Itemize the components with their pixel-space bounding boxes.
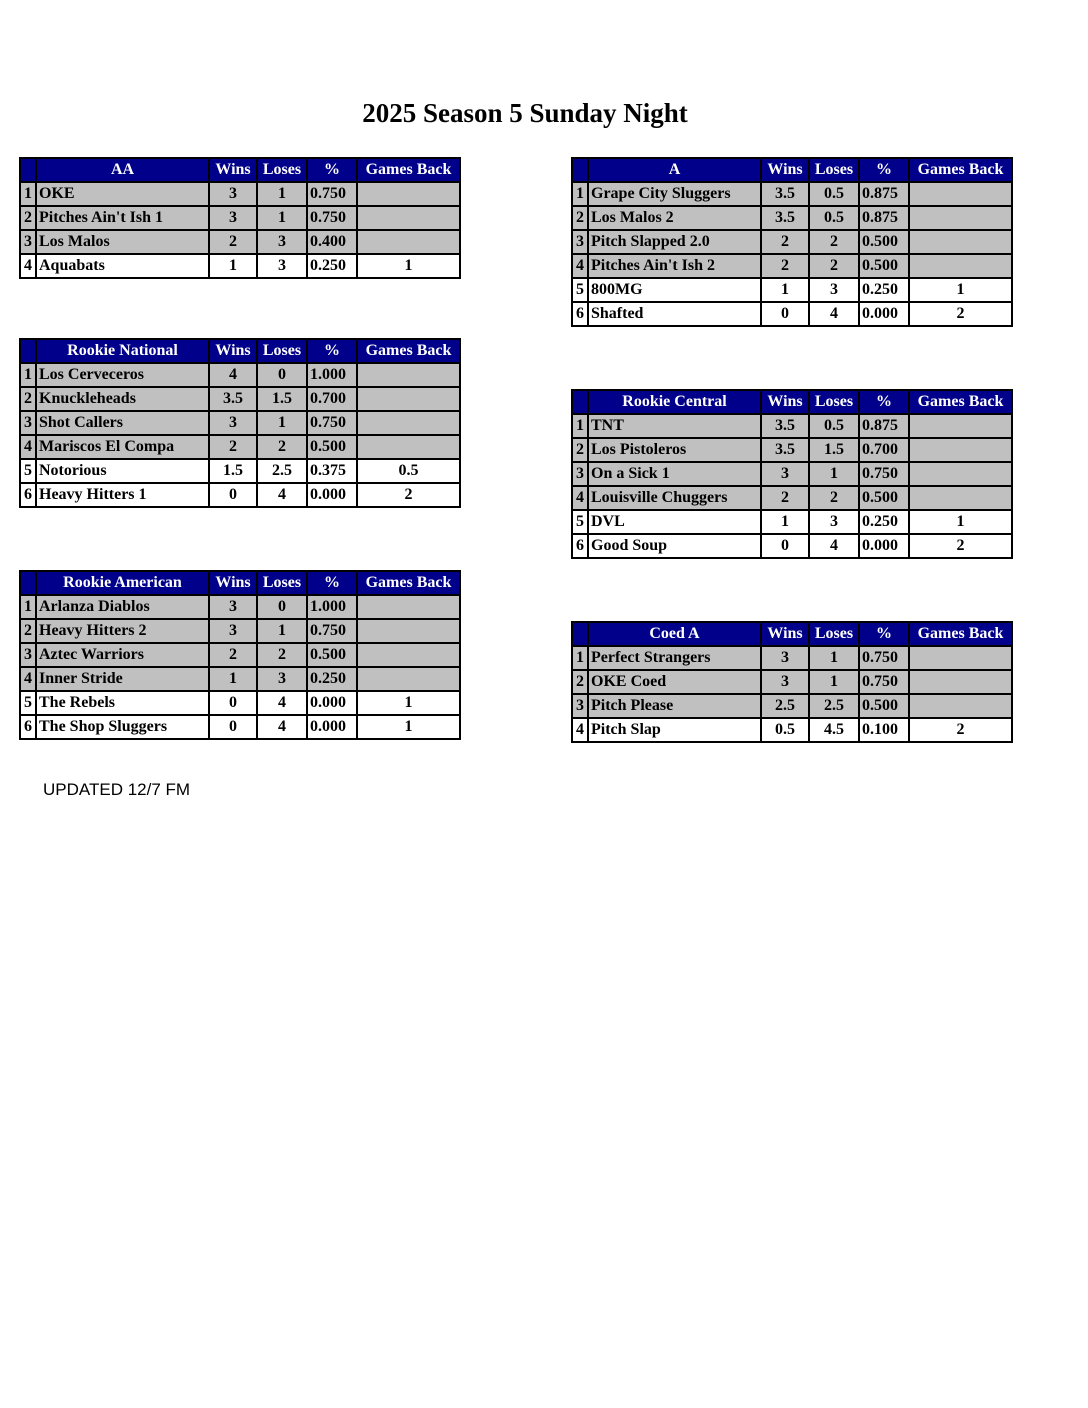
games-back-cell	[357, 206, 460, 230]
rank-cell: 2	[20, 206, 36, 230]
team-cell: Los Malos 2	[588, 206, 761, 230]
wins-cell: 3	[209, 619, 257, 643]
division-name: A	[588, 158, 761, 182]
loses-cell: 2	[257, 435, 307, 459]
loses-cell: 1	[257, 206, 307, 230]
table-row	[20, 363, 460, 387]
team-cell: 800MG	[588, 278, 761, 302]
table-row	[20, 182, 460, 206]
rank-cell: 3	[20, 643, 36, 667]
games-back-cell: 1	[357, 715, 460, 739]
rank-cell: 5	[572, 510, 588, 534]
loses-header: Loses	[257, 339, 307, 363]
wins-cell: 0	[761, 534, 809, 558]
rank-header	[572, 622, 588, 646]
games-back-cell	[909, 462, 1012, 486]
pct-header: %	[859, 622, 909, 646]
wins-header: Wins	[761, 622, 809, 646]
loses-cell: 1	[257, 411, 307, 435]
team-cell: Good Soup	[588, 534, 761, 558]
pct-cell: 0.000	[859, 302, 909, 326]
rank-cell: 3	[20, 230, 36, 254]
loses-cell: 4	[257, 691, 307, 715]
pct-header: %	[859, 158, 909, 182]
loses-cell: 1	[257, 182, 307, 206]
loses-cell: 1.5	[809, 438, 859, 462]
table-row	[572, 646, 1012, 670]
games-back-cell	[357, 643, 460, 667]
loses-cell: 0	[257, 363, 307, 387]
team-cell: Shot Callers	[36, 411, 209, 435]
games-back-cell	[357, 595, 460, 619]
games-back-header: Games Back	[357, 571, 460, 595]
games-back-cell	[909, 414, 1012, 438]
loses-cell: 4	[257, 715, 307, 739]
loses-cell: 3	[809, 278, 859, 302]
pct-cell: 0.750	[307, 182, 357, 206]
wins-cell: 4	[209, 363, 257, 387]
rank-cell: 4	[20, 667, 36, 691]
pct-cell: 0.500	[859, 230, 909, 254]
header-row	[20, 339, 460, 363]
rank-cell: 1	[572, 182, 588, 206]
rank-cell: 4	[572, 718, 588, 742]
team-cell: Notorious	[36, 459, 209, 483]
pct-cell: 0.500	[307, 643, 357, 667]
table-row	[572, 670, 1012, 694]
pct-cell: 1.000	[307, 595, 357, 619]
loses-cell: 1.5	[257, 387, 307, 411]
games-back-cell	[357, 667, 460, 691]
games-back-cell: 1	[357, 691, 460, 715]
wins-cell: 1	[209, 254, 257, 278]
table-row	[572, 694, 1012, 718]
pct-cell: 0.750	[307, 619, 357, 643]
table-row	[20, 715, 460, 739]
games-back-cell	[909, 670, 1012, 694]
wins-cell: 3	[209, 411, 257, 435]
pct-cell: 0.250	[859, 510, 909, 534]
wins-cell: 0.5	[761, 718, 809, 742]
header-row	[572, 390, 1012, 414]
team-cell: Pitch Slapped 2.0	[588, 230, 761, 254]
rank-header	[20, 339, 36, 363]
games-back-cell: 1	[909, 278, 1012, 302]
wins-cell: 2	[761, 230, 809, 254]
loses-cell: 2	[809, 230, 859, 254]
pct-cell: 1.000	[307, 363, 357, 387]
wins-cell: 3	[761, 646, 809, 670]
loses-cell: 3	[257, 230, 307, 254]
rank-header	[20, 571, 36, 595]
loses-header: Loses	[809, 622, 859, 646]
rank-cell: 1	[20, 182, 36, 206]
loses-cell: 2	[257, 643, 307, 667]
table-row	[572, 302, 1012, 326]
games-back-cell	[909, 438, 1012, 462]
loses-cell: 4	[809, 302, 859, 326]
pct-header: %	[307, 339, 357, 363]
games-back-cell: 2	[357, 483, 460, 507]
wins-cell: 3.5	[761, 206, 809, 230]
games-back-cell	[909, 486, 1012, 510]
table-row	[572, 462, 1012, 486]
rank-header	[572, 390, 588, 414]
team-cell: Los Pistoleros	[588, 438, 761, 462]
wins-cell: 3.5	[761, 182, 809, 206]
pct-cell: 0.000	[307, 715, 357, 739]
table-row	[20, 411, 460, 435]
team-cell: TNT	[588, 414, 761, 438]
games-back-header: Games Back	[909, 158, 1012, 182]
wins-cell: 2	[209, 435, 257, 459]
table-row	[572, 486, 1012, 510]
pct-cell: 0.250	[307, 667, 357, 691]
loses-cell: 0.5	[809, 206, 859, 230]
updated-note: UPDATED 12/7 FM	[43, 780, 191, 799]
rank-cell: 6	[572, 302, 588, 326]
pct-cell: 0.875	[859, 206, 909, 230]
page-title: 2025 Season 5 Sunday Night	[362, 98, 688, 128]
division-name: AA	[36, 158, 209, 182]
games-back-cell	[357, 435, 460, 459]
wins-cell: 0	[209, 715, 257, 739]
standings-table-rookie-central	[571, 389, 1013, 559]
rank-cell: 3	[572, 230, 588, 254]
rank-cell: 2	[20, 619, 36, 643]
table-row	[20, 691, 460, 715]
rank-cell: 1	[572, 414, 588, 438]
pct-cell: 0.250	[859, 278, 909, 302]
table-row	[20, 459, 460, 483]
pct-cell: 0.500	[859, 254, 909, 278]
team-cell: Perfect Strangers	[588, 646, 761, 670]
table-row	[20, 595, 460, 619]
standings-table-aa	[19, 157, 461, 279]
team-cell: Inner Stride	[36, 667, 209, 691]
pct-cell: 0.875	[859, 414, 909, 438]
loses-cell: 0.5	[809, 414, 859, 438]
loses-cell: 2	[809, 254, 859, 278]
wins-cell: 3.5	[761, 414, 809, 438]
team-cell: Arlanza Diablos	[36, 595, 209, 619]
wins-cell: 2	[209, 643, 257, 667]
games-back-header: Games Back	[909, 390, 1012, 414]
games-back-cell	[357, 387, 460, 411]
header-row	[572, 158, 1012, 182]
games-back-cell	[357, 619, 460, 643]
loses-cell: 0.5	[809, 182, 859, 206]
pct-cell: 0.000	[859, 534, 909, 558]
pct-header: %	[307, 571, 357, 595]
pct-cell: 0.700	[307, 387, 357, 411]
pct-cell: 0.250	[307, 254, 357, 278]
wins-cell: 2	[761, 486, 809, 510]
pct-cell: 0.100	[859, 718, 909, 742]
loses-cell: 1	[809, 462, 859, 486]
table-row	[20, 619, 460, 643]
table-row	[20, 387, 460, 411]
team-cell: The Rebels	[36, 691, 209, 715]
games-back-cell	[357, 363, 460, 387]
loses-cell: 4	[257, 483, 307, 507]
team-cell: Aquabats	[36, 254, 209, 278]
wins-cell: 3	[761, 670, 809, 694]
loses-cell: 2.5	[257, 459, 307, 483]
rank-cell: 6	[572, 534, 588, 558]
table-row	[572, 182, 1012, 206]
rank-cell: 1	[572, 646, 588, 670]
team-cell: Mariscos El Compa	[36, 435, 209, 459]
loses-header: Loses	[257, 158, 307, 182]
wins-header: Wins	[209, 571, 257, 595]
team-cell: Grape City Sluggers	[588, 182, 761, 206]
table-row	[572, 718, 1012, 742]
loses-cell: 3	[257, 254, 307, 278]
rank-cell: 2	[572, 206, 588, 230]
team-cell: Heavy Hitters 2	[36, 619, 209, 643]
pct-cell: 0.750	[859, 462, 909, 486]
table-row	[572, 438, 1012, 462]
games-back-cell	[357, 182, 460, 206]
team-cell: Knuckleheads	[36, 387, 209, 411]
rank-cell: 2	[20, 387, 36, 411]
table-row	[572, 534, 1012, 558]
standings-table-rookie-american	[19, 570, 461, 740]
table-row	[20, 483, 460, 507]
wins-cell: 1	[761, 278, 809, 302]
rank-cell: 2	[572, 670, 588, 694]
loses-cell: 2.5	[809, 694, 859, 718]
games-back-header: Games Back	[357, 158, 460, 182]
table-row	[572, 414, 1012, 438]
wins-cell: 1.5	[209, 459, 257, 483]
rank-cell: 3	[572, 462, 588, 486]
table-row	[572, 510, 1012, 534]
games-back-cell: 1	[357, 254, 460, 278]
games-back-cell: 2	[909, 534, 1012, 558]
wins-cell: 2.5	[761, 694, 809, 718]
header-row	[20, 158, 460, 182]
rank-cell: 4	[572, 254, 588, 278]
team-cell: DVL	[588, 510, 761, 534]
loses-cell: 2	[809, 486, 859, 510]
games-back-cell	[909, 206, 1012, 230]
division-name: Coed A	[588, 622, 761, 646]
header-row	[20, 571, 460, 595]
loses-cell: 4.5	[809, 718, 859, 742]
pct-cell: 0.400	[307, 230, 357, 254]
loses-cell: 0	[257, 595, 307, 619]
table-row	[572, 230, 1012, 254]
wins-cell: 0	[761, 302, 809, 326]
pct-cell: 0.000	[307, 691, 357, 715]
wins-cell: 3	[209, 182, 257, 206]
rank-header	[20, 158, 36, 182]
standings-table-a	[571, 157, 1013, 327]
pct-cell: 0.500	[859, 486, 909, 510]
pct-cell: 0.750	[307, 411, 357, 435]
games-back-cell: 2	[909, 718, 1012, 742]
wins-cell: 0	[209, 483, 257, 507]
team-cell: Pitch Please	[588, 694, 761, 718]
games-back-cell	[909, 646, 1012, 670]
games-back-header: Games Back	[357, 339, 460, 363]
loses-cell: 3	[809, 510, 859, 534]
wins-cell: 2	[761, 254, 809, 278]
table-row	[20, 667, 460, 691]
team-cell: Pitches Ain't Ish 2	[588, 254, 761, 278]
wins-header: Wins	[209, 339, 257, 363]
table-row	[20, 206, 460, 230]
games-back-cell: 1	[909, 510, 1012, 534]
table-row	[572, 278, 1012, 302]
team-cell: Pitches Ain't Ish 1	[36, 206, 209, 230]
rank-cell: 6	[20, 483, 36, 507]
pct-cell: 0.875	[859, 182, 909, 206]
loses-cell: 4	[809, 534, 859, 558]
wins-cell: 3.5	[209, 387, 257, 411]
team-cell: The Shop Sluggers	[36, 715, 209, 739]
games-back-cell	[909, 694, 1012, 718]
table-row	[20, 254, 460, 278]
team-cell: Aztec Warriors	[36, 643, 209, 667]
rank-cell: 5	[20, 691, 36, 715]
loses-cell: 3	[257, 667, 307, 691]
wins-cell: 0	[209, 691, 257, 715]
pct-header: %	[859, 390, 909, 414]
games-back-cell: 2	[909, 302, 1012, 326]
pct-cell: 0.375	[307, 459, 357, 483]
standings-table-rookie-national	[19, 338, 461, 508]
division-name: Rookie American	[36, 571, 209, 595]
rank-cell: 6	[20, 715, 36, 739]
table-row	[20, 230, 460, 254]
pct-cell: 0.750	[859, 646, 909, 670]
team-cell: On a Sick 1	[588, 462, 761, 486]
loses-cell: 1	[257, 619, 307, 643]
wins-header: Wins	[761, 158, 809, 182]
loses-cell: 1	[809, 646, 859, 670]
division-name: Rookie National	[36, 339, 209, 363]
pct-cell: 0.750	[307, 206, 357, 230]
standings-table-coed-a	[571, 621, 1013, 743]
team-cell: OKE	[36, 182, 209, 206]
loses-header: Loses	[809, 390, 859, 414]
table-row	[20, 435, 460, 459]
team-cell: Louisville Chuggers	[588, 486, 761, 510]
rank-cell: 2	[572, 438, 588, 462]
wins-cell: 3	[209, 206, 257, 230]
team-cell: OKE Coed	[588, 670, 761, 694]
table-row	[20, 643, 460, 667]
wins-header: Wins	[209, 158, 257, 182]
wins-header: Wins	[761, 390, 809, 414]
wins-cell: 3	[209, 595, 257, 619]
games-back-cell	[909, 230, 1012, 254]
wins-cell: 1	[209, 667, 257, 691]
pct-cell: 0.000	[307, 483, 357, 507]
rank-cell: 5	[20, 459, 36, 483]
games-back-cell	[357, 411, 460, 435]
team-cell: Heavy Hitters 1	[36, 483, 209, 507]
rank-cell: 1	[20, 363, 36, 387]
games-back-cell: 0.5	[357, 459, 460, 483]
pct-cell: 0.500	[307, 435, 357, 459]
games-back-cell	[909, 254, 1012, 278]
games-back-cell	[357, 230, 460, 254]
pct-cell: 0.750	[859, 670, 909, 694]
rank-cell: 4	[20, 435, 36, 459]
division-name: Rookie Central	[588, 390, 761, 414]
pct-header: %	[307, 158, 357, 182]
rank-cell: 4	[20, 254, 36, 278]
loses-header: Loses	[809, 158, 859, 182]
wins-cell: 2	[209, 230, 257, 254]
rank-cell: 3	[20, 411, 36, 435]
rank-header	[572, 158, 588, 182]
team-cell: Los Malos	[36, 230, 209, 254]
rank-cell: 3	[572, 694, 588, 718]
rank-cell: 5	[572, 278, 588, 302]
loses-cell: 1	[809, 670, 859, 694]
rank-cell: 4	[572, 486, 588, 510]
team-cell: Shafted	[588, 302, 761, 326]
table-row	[572, 206, 1012, 230]
loses-header: Loses	[257, 571, 307, 595]
team-cell: Los Cerveceros	[36, 363, 209, 387]
table-row	[572, 254, 1012, 278]
rank-cell: 1	[20, 595, 36, 619]
wins-cell: 3.5	[761, 438, 809, 462]
games-back-cell	[909, 182, 1012, 206]
games-back-header: Games Back	[909, 622, 1012, 646]
wins-cell: 1	[761, 510, 809, 534]
pct-cell: 0.500	[859, 694, 909, 718]
pct-cell: 0.700	[859, 438, 909, 462]
team-cell: Pitch Slap	[588, 718, 761, 742]
wins-cell: 3	[761, 462, 809, 486]
header-row	[572, 622, 1012, 646]
